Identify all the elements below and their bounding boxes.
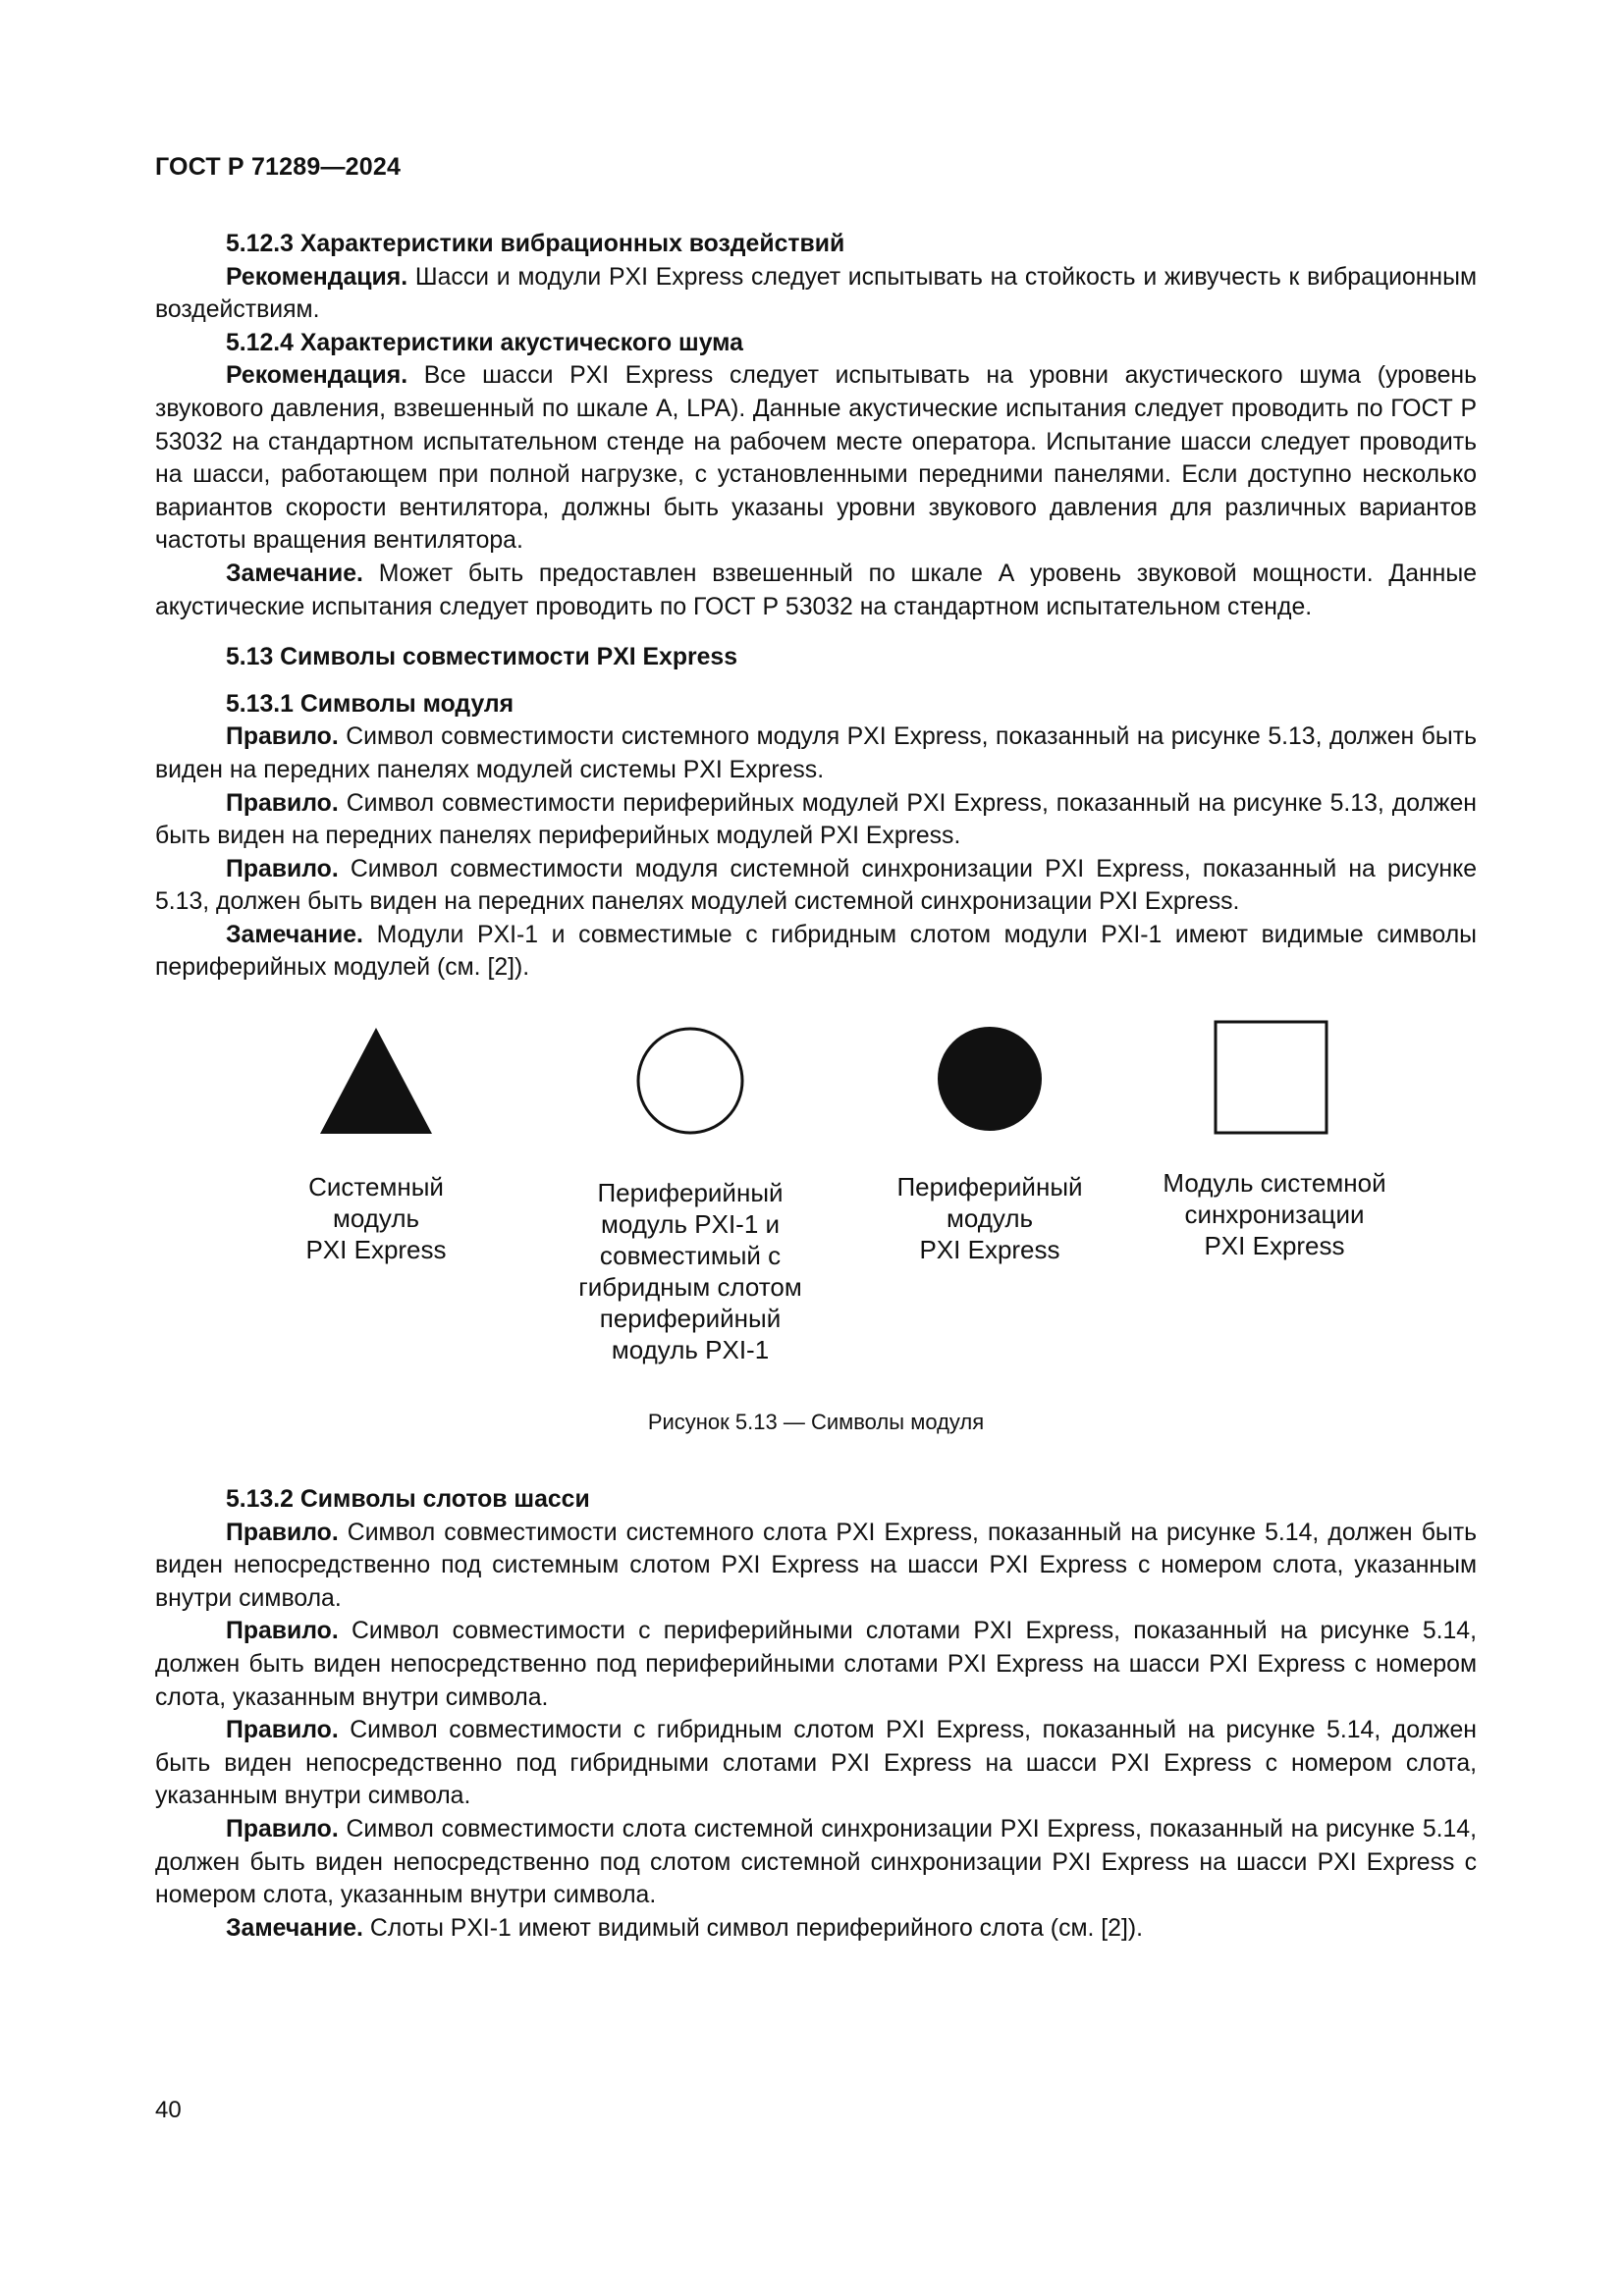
label-line: гибридным слотом	[578, 1272, 802, 1303]
paragraph-text: Символ совместимости с периферийными слотами PXI Express, показанный на рисунке 5.14, должен быть виден непосредственно под периферийными слотами PXI Express на шасси PXI Express с номером слота, указанным внутри символа.	[155, 1618, 1477, 1711]
section-title-5-13-2: 5.13.2 Символы слотов шасси	[226, 1486, 590, 1514]
paragraph	[155, 261, 1477, 327]
label-line: PXI Express	[1204, 1231, 1345, 1261]
paragraph-label: Правило.	[226, 1816, 339, 1842]
paragraph-text: Символ совместимости с гибридным слотом PXI Express, показанный на рисунке 5.14, должен быть виден непосредственно под гибридными слотами PXI Express на шасси PXI Express с номером слота, указанным внутри символа.	[155, 1717, 1477, 1810]
paragraph-text: Слоты PXI-1 имеют видимый символ периферийного слота (см. [2]).	[362, 1914, 1144, 1942]
section-title-5-13-1: 5.13.1 Символы модуля	[226, 690, 514, 718]
figure-item-pxi1-module	[548, 1014, 833, 1365]
paragraph	[155, 558, 1477, 623]
paragraph	[155, 1615, 1477, 1714]
paragraph	[155, 1517, 1477, 1616]
paragraph-label: Рекомендация.	[226, 362, 408, 390]
hollow-square-icon	[1137, 1014, 1412, 1167]
paragraph	[155, 721, 1477, 786]
paragraph	[155, 787, 1477, 853]
paragraph-text: Все шасси PXI Express следует испытывать на уровни акустического шума (уровень звукового давления, взвешенный по шкале А, LPA). Данные акустические испытания следует проводить по ГОСТ Р 53032 на стандартном испытательном стенде на рабочем месте оператора. Испытание шасси следует проводить на шасси, работающем при полной нагрузке, с установленными передними панелями. Если доступно несколько вариантов скорости вентилятора, должны быть указаны уровни звукового давления для различных вариантов частоты вращения вентилятора.	[155, 362, 1477, 555]
page-content	[155, 228, 1477, 1945]
paragraph	[155, 359, 1477, 558]
paragraph-label: Замечание.	[226, 921, 363, 948]
paragraph-label: Правило.	[226, 1519, 339, 1546]
paragraph	[155, 1714, 1477, 1813]
figure-item-label	[1137, 1167, 1412, 1261]
paragraph-label: Правило.	[226, 723, 339, 751]
label-line: Системный модуль	[308, 1172, 444, 1234]
label-line: совместимый с	[599, 1241, 782, 1271]
figure-item-label	[263, 1171, 489, 1265]
paragraph-label: Правило.	[226, 855, 339, 882]
paragraph-label: Правило.	[226, 1717, 339, 1744]
label-line: периферийный	[599, 1304, 782, 1334]
paragraph-text: Модули PXI-1 и совместимые с гибридным слотом модули PXI-1 имеют видимые символы периферийных модулей (см. [2]).	[155, 921, 1477, 982]
paragraph-text: Символ совместимости периферийных модулей PXI Express, показанный на рисунке 5.13, должен быть виден на передних панелях периферийных модулей PXI Express.	[155, 789, 1477, 850]
paragraph	[155, 1813, 1477, 1912]
section-title-5-12-3: 5.12.3 Характеристики вибрационных воздействий	[226, 231, 845, 257]
paragraph-label: Правило.	[226, 1618, 339, 1645]
figure-item-system-module	[263, 1014, 489, 1265]
label-line: Периферийный	[597, 1178, 784, 1208]
figure-caption: Рисунок 5.13 — Символы модуля	[647, 1410, 985, 1435]
filled-circle-icon	[862, 1014, 1117, 1171]
label-line: модуль	[946, 1203, 1034, 1234]
paragraph	[155, 853, 1477, 919]
figure-item-sync-module	[1137, 1014, 1412, 1261]
paragraph-text: Шасси и модули PXI Express следует испытывать на стойкость и живучесть к вибрационным воздействиям.	[155, 263, 1477, 324]
hollow-circle-icon	[548, 1014, 833, 1177]
paragraph-text: Символ совместимости модуля системной синхронизации PXI Express, показанный на рисунке 5.13, должен быть виден на передних панелях модулей системной синхронизации PXI Express.	[155, 855, 1477, 916]
paragraph-label: Замечание.	[226, 560, 363, 587]
document-header: ГОСТ Р 71289—2024	[155, 153, 402, 181]
filled-triangle-icon	[263, 1014, 489, 1171]
label-line: модуль PXI-1 и	[600, 1209, 781, 1240]
label-line: Периферийный	[896, 1172, 1083, 1202]
paragraph-text: Символ совместимости слота системной синхронизации PXI Express, показанный на рисунке 5.14, должен быть виден непосредственно под слотом системной синхронизации PXI Express на шасси PXI Express с номером слота, указанным внутри символа.	[155, 1816, 1477, 1909]
paragraph-label: Правило.	[226, 789, 339, 817]
paragraph-text: Может быть предоставлен взвешенный по шкале А уровень звуковой мощности. Данные акустические испытания следует проводить по ГОСТ Р 53032 на стандартном испытательном стенде.	[155, 560, 1477, 620]
label-line: модуль PXI-1	[611, 1335, 770, 1365]
label-line: PXI Express	[919, 1235, 1060, 1265]
figure-item-label	[862, 1171, 1117, 1265]
section-title-5-12-4: 5.12.4 Характеристики акустического шума	[226, 329, 743, 356]
paragraph-label: Замечание.	[226, 1914, 363, 1942]
section-title-5-13: 5.13 Символы совместимости PXI Express	[226, 644, 738, 671]
label-line: PXI Express	[305, 1235, 447, 1265]
paragraph	[155, 919, 1477, 985]
paragraph	[155, 1912, 1477, 1946]
paragraph-label: Рекомендация.	[226, 263, 408, 291]
label-line: Модуль системной	[1163, 1168, 1386, 1199]
label-line: синхронизации	[1184, 1200, 1365, 1230]
figure-item-peripheral-module	[862, 1014, 1117, 1265]
figure-item-label	[548, 1177, 833, 1365]
paragraph-text: Символ совместимости системного модуля PXI Express, показанный на рисунке 5.13, должен быть виден на передних панелях модулей системы PXI Express.	[155, 723, 1477, 783]
page-number: 40	[155, 2097, 182, 2123]
figure-5-13	[155, 1014, 1477, 1466]
paragraph-text: Символ совместимости системного слота PXI Express, показанный на рисунке 5.14, должен быть виден непосредственно под системным слотом PXI Express на шасси PXI Express с номером слота, указанным внутри символа.	[155, 1519, 1477, 1612]
